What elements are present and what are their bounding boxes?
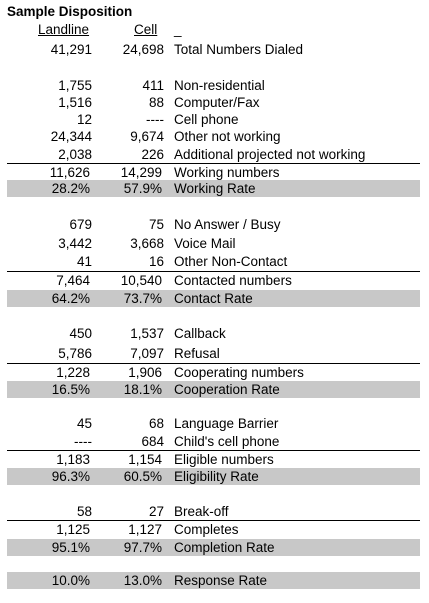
- landline-value: 95.1%: [51, 540, 90, 555]
- landline-value: 45: [76, 416, 92, 431]
- landline-value: ----: [74, 434, 92, 449]
- row-label: Response Rate: [174, 573, 268, 588]
- cell-value: 88: [148, 95, 164, 110]
- cell-value: 9,674: [130, 129, 164, 144]
- landline-value: 1,516: [58, 95, 92, 110]
- landline-value: 3,442: [58, 236, 92, 251]
- row-label: Completion Rate: [174, 540, 275, 555]
- row-label: No Answer / Busy: [174, 217, 281, 232]
- cell-value: 1,906: [128, 365, 162, 380]
- landline-value: 1,125: [56, 522, 90, 537]
- row-label: Contact Rate: [174, 291, 253, 306]
- table-row: [7, 468, 420, 485]
- landline-value: 679: [69, 217, 92, 232]
- table-row: [7, 163, 420, 181]
- landline-value: 11,626: [49, 165, 90, 180]
- cell-value: 27: [148, 504, 164, 519]
- table-row: [7, 539, 420, 556]
- table-row: [7, 520, 420, 538]
- landline-value: 96.3%: [51, 469, 90, 484]
- row-label: Working numbers: [174, 165, 280, 180]
- landline-value: 2,038: [58, 147, 92, 162]
- landline-value: 12: [76, 112, 92, 127]
- landline-value: 28.2%: [51, 181, 90, 196]
- table-row: [0, 235, 429, 252]
- table-row: [7, 450, 420, 468]
- row-label: Cooperating numbers: [174, 365, 304, 380]
- table-row: [0, 41, 429, 58]
- row-label: Eligible numbers: [174, 452, 274, 467]
- landline-value: 10.0%: [51, 573, 90, 588]
- table-row: [0, 415, 429, 432]
- cell-value: 1,127: [128, 522, 162, 537]
- landline-value: 64.2%: [51, 291, 90, 306]
- column-header-landline: Landline: [38, 22, 90, 37]
- cell-value: 10,540: [120, 273, 162, 288]
- row-label: Language Barrier: [174, 416, 279, 431]
- table-row: [0, 325, 429, 342]
- row-label: Cell phone: [174, 112, 239, 127]
- row-label: Other Non-Contact: [174, 254, 288, 269]
- row-label: Child's cell phone: [174, 434, 280, 449]
- table-row: [0, 433, 429, 450]
- cell-value: 3,668: [130, 236, 164, 251]
- row-label: Other not working: [174, 129, 281, 144]
- landline-value: 1,755: [58, 78, 92, 93]
- row-label: Additional projected not working: [174, 147, 366, 162]
- cell-value: 411: [142, 78, 164, 93]
- row-label: Eligibility Rate: [174, 469, 259, 484]
- cell-value: 97.7%: [123, 540, 162, 555]
- table-row: [0, 146, 429, 163]
- landline-value: 7,464: [56, 273, 90, 288]
- cell-value: 684: [141, 434, 164, 449]
- cell-value: 18.1%: [123, 382, 162, 397]
- table-title: Sample Disposition: [7, 4, 133, 19]
- cell-value: 73.7%: [123, 291, 162, 306]
- landline-value: 1,228: [56, 365, 90, 380]
- landline-value: 1,183: [56, 452, 90, 467]
- cell-value: 226: [141, 147, 164, 162]
- table-row: [7, 381, 420, 398]
- cell-value: 24,698: [122, 42, 164, 57]
- table-row: [7, 271, 420, 289]
- cell-value: ----: [146, 112, 164, 127]
- cell-value: 68: [148, 416, 164, 431]
- table-row: [0, 94, 429, 111]
- landline-value: 41: [76, 254, 92, 269]
- cell-value: 13.0%: [123, 573, 162, 588]
- cell-value: 1,154: [128, 452, 162, 467]
- cell-value: 57.9%: [123, 181, 162, 196]
- row-label: Break-off: [174, 504, 229, 519]
- row-label: Completes: [174, 522, 239, 537]
- cell-value: 7,097: [130, 346, 164, 361]
- row-label: Non-residential: [174, 78, 265, 93]
- landline-value: 24,344: [50, 129, 92, 144]
- table-row: [0, 253, 429, 270]
- table-row: [0, 111, 429, 128]
- landline-value: 41,291: [50, 42, 92, 57]
- row-label: Contacted numbers: [174, 273, 292, 288]
- table-row: [0, 128, 429, 145]
- table-row: [0, 216, 429, 233]
- cell-value: 16: [148, 254, 164, 269]
- row-label: Callback: [174, 326, 226, 341]
- row-label: Cooperation Rate: [174, 382, 280, 397]
- landline-value: 5,786: [58, 346, 92, 361]
- row-label: Working Rate: [174, 181, 256, 196]
- cell-value: 60.5%: [123, 469, 162, 484]
- column-header-label: _: [174, 22, 182, 37]
- landline-value: 16.5%: [51, 382, 90, 397]
- table-row: [0, 345, 429, 362]
- column-header-cell: Cell: [134, 22, 158, 37]
- row-label: Computer/Fax: [174, 95, 260, 110]
- row-label: Refusal: [174, 346, 220, 361]
- table-row: [7, 290, 420, 307]
- cell-value: 1,537: [130, 326, 164, 341]
- cell-value: 75: [148, 217, 164, 232]
- table-row: [0, 503, 429, 520]
- table-row: [7, 180, 420, 197]
- table-row: [7, 572, 420, 589]
- row-label: Voice Mail: [174, 236, 236, 251]
- table-row: [0, 77, 429, 94]
- row-label: Total Numbers Dialed: [174, 42, 304, 57]
- table-row: [7, 363, 420, 381]
- landline-value: 58: [76, 504, 92, 519]
- cell-value: 14,299: [120, 165, 162, 180]
- landline-value: 450: [69, 326, 92, 341]
